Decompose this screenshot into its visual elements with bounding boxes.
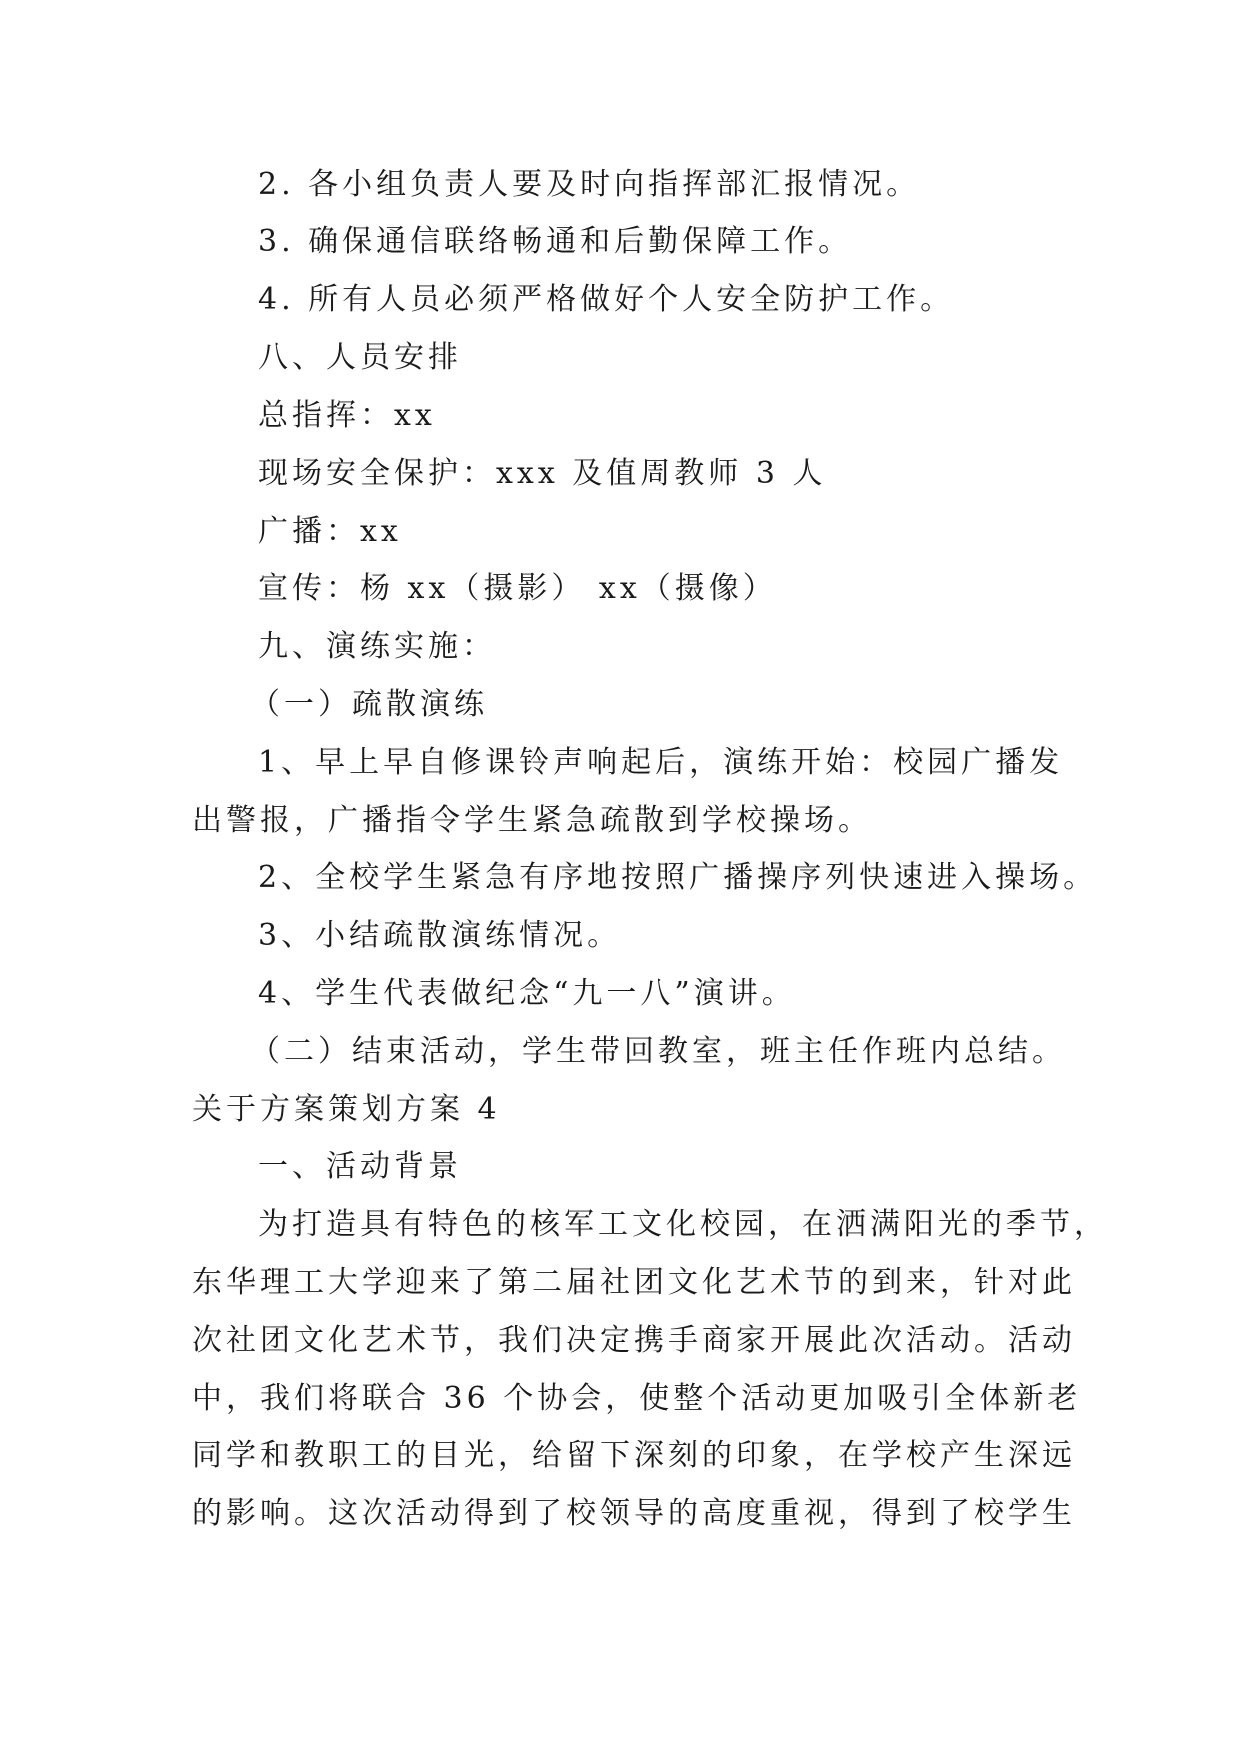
drill-step-2: 2、全校学生紧急有序地按照广播操序列快速进入操场。 [258,860,1098,895]
background-paragraph-line-3: 次社团文化艺术节，我们决定携手商家开展此次活动。活动 [192,1323,1076,1358]
subheading-closing: （二）结束活动，学生带回教室，班主任作班内总结。 [250,1034,1066,1069]
section-heading-drill: 九、演练实施： [258,629,496,664]
section-heading-background: 一、活动背景 [258,1149,462,1184]
background-paragraph-line-6: 的影响。这次活动得到了校领导的高度重视，得到了校学生 [192,1496,1076,1531]
drill-step-1-continued: 出警报，广播指令学生紧急疏散到学校操场。 [192,803,872,838]
paragraph-item-3: 3. 确保通信联络畅通和后勤保障工作。 [258,224,853,259]
publicity-line: 宣传：杨 xx（摄影） xx（摄像） [258,571,777,606]
background-paragraph-line-5: 同学和教职工的目光，给留下深刻的印象，在学校产生深远 [192,1438,1076,1473]
drill-step-4: 4、学生代表做纪念“九一八”演讲。 [258,976,796,1011]
document-title: 关于方案策划方案 4 [192,1092,501,1127]
paragraph-item-2: 2. 各小组负责人要及时向指挥部汇报情况。 [258,167,921,202]
background-paragraph-line-4: 中，我们将联合 36 个协会，使整个活动更加吸引全体新老 [192,1381,1082,1416]
paragraph-item-4: 4. 所有人员必须严格做好个人安全防护工作。 [258,282,955,317]
broadcast-line: 广播：xx [258,514,402,549]
background-paragraph-line-1: 为打造具有特色的核军工文化校园，在洒满阳光的季节， [258,1207,1108,1242]
commander-line: 总指挥：xx [258,398,436,433]
drill-step-3: 3、小结疏散演练情况。 [258,918,622,953]
drill-step-1: 1、早上早自修课铃声响起后，演练开始：校园广播发 [258,745,1064,780]
subheading-evacuation: （一）疏散演练 [250,687,488,722]
section-heading-personnel: 八、人员安排 [258,340,462,375]
safety-line: 现场安全保护：xxx 及值周教师 3 人 [258,456,827,491]
background-paragraph-line-2: 东华理工大学迎来了第二届社团文化艺术节的到来，针对此 [192,1265,1076,1300]
